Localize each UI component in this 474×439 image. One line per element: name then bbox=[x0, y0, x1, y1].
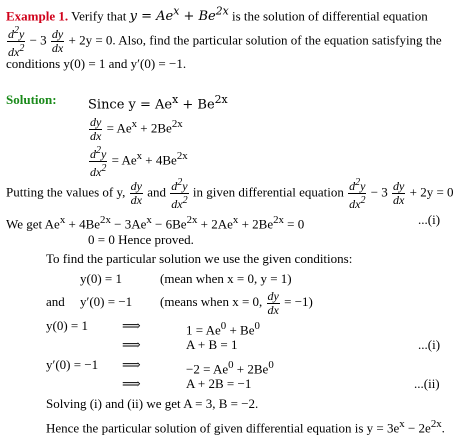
row-1-arrow: ⟹ bbox=[122, 318, 141, 333]
condition-2-note: (means when x = 0, $\frac{dy}{dx}$ = −1) bbox=[160, 288, 313, 317]
we-get-line: We get $Ae^x + 4Be^{2x} - 3Ae^x - 6Be^{2x} + 2Ae^x + 2Be^{2x} = 0$ bbox=[6, 214, 305, 232]
condition-1: y(0) = 1 bbox=[80, 271, 122, 286]
d2y-dx2-fraction: $\frac{d^2y}{dx^2}$ bbox=[8, 25, 25, 59]
row-2-tag: ...(i) bbox=[418, 337, 441, 352]
row-4-tag: ...(ii) bbox=[414, 376, 440, 391]
example-line-3: conditions y(0) = 1 and y′(0) = −1. bbox=[6, 56, 187, 71]
dy-dx-fraction: $\frac{dy}{dx}$ bbox=[51, 27, 64, 55]
row-4-arrow: ⟹ bbox=[122, 376, 141, 391]
second-derivative-line: $\frac{d^2y}{dx^2}$ = $Ae^x + 4Be^{2x}$ bbox=[90, 144, 188, 179]
example-line-1 bbox=[6, 4, 428, 25]
since-line: Since $y = Ae^x + Be^{2x}$ bbox=[88, 93, 228, 113]
first-derivative-line: $\frac{dy}{dx}$ = $Ae^x + 2Be^{2x}$ bbox=[90, 114, 183, 143]
example-line-2 bbox=[6, 24, 442, 59]
to-find-line: To find the particular solution we use the given conditions: bbox=[46, 251, 353, 266]
example-label: Example 1. bbox=[6, 8, 69, 24]
hence-line: Hence the particular solution of given differential equation is $y = 3e^x - 2e^{2x}$. bbox=[46, 418, 445, 436]
row-3-right: $-2 = Ae^0 + 2Be^0$ bbox=[186, 359, 274, 377]
row-2-arrow: ⟹ bbox=[122, 337, 141, 352]
row-3-arrow: ⟹ bbox=[122, 357, 141, 372]
hence-proved-line: 0 = 0 Hence proved. bbox=[88, 232, 194, 247]
row-3-left: y′(0) = −1 bbox=[46, 357, 99, 372]
row-1-right: $1 = Ae^0 + Be^0$ bbox=[186, 320, 260, 338]
condition-1-note: (mean when x = 0, y = 1) bbox=[160, 271, 292, 286]
example-tail: is the solution of differential equation bbox=[228, 8, 428, 24]
example-eq: $y = Ae^x + Be^{2x}$ bbox=[129, 5, 229, 25]
putting-line: Putting the values of y, $\frac{dy}{dx}$ and $\frac{d^2y}{dx^2}$ in given differential equation $\frac{d^2y}{dx^2}$ − 3 $\frac{dy}{dx}$ + 2y = 0 bbox=[6, 177, 454, 211]
minus-three: − 3 bbox=[29, 32, 47, 48]
row-1-left: y(0) = 1 bbox=[46, 318, 88, 333]
condition-2: y′(0) = −1 bbox=[80, 294, 133, 309]
example-line-2-tail: + 2y = 0. Also, find the particular solution of the equation satisfying the bbox=[68, 32, 442, 48]
and-label: and bbox=[46, 294, 65, 309]
solving-line: Solving (i) and (ii) we get A = 3, B = −2. bbox=[46, 396, 259, 411]
row-2-right: A + B = 1 bbox=[186, 337, 238, 352]
equation-tag-i: ...(i) bbox=[418, 212, 441, 227]
example-intro: Verify that bbox=[71, 8, 127, 24]
solution-label: Solution: bbox=[6, 92, 57, 107]
row-4-right: A + 2B = −1 bbox=[186, 376, 252, 391]
